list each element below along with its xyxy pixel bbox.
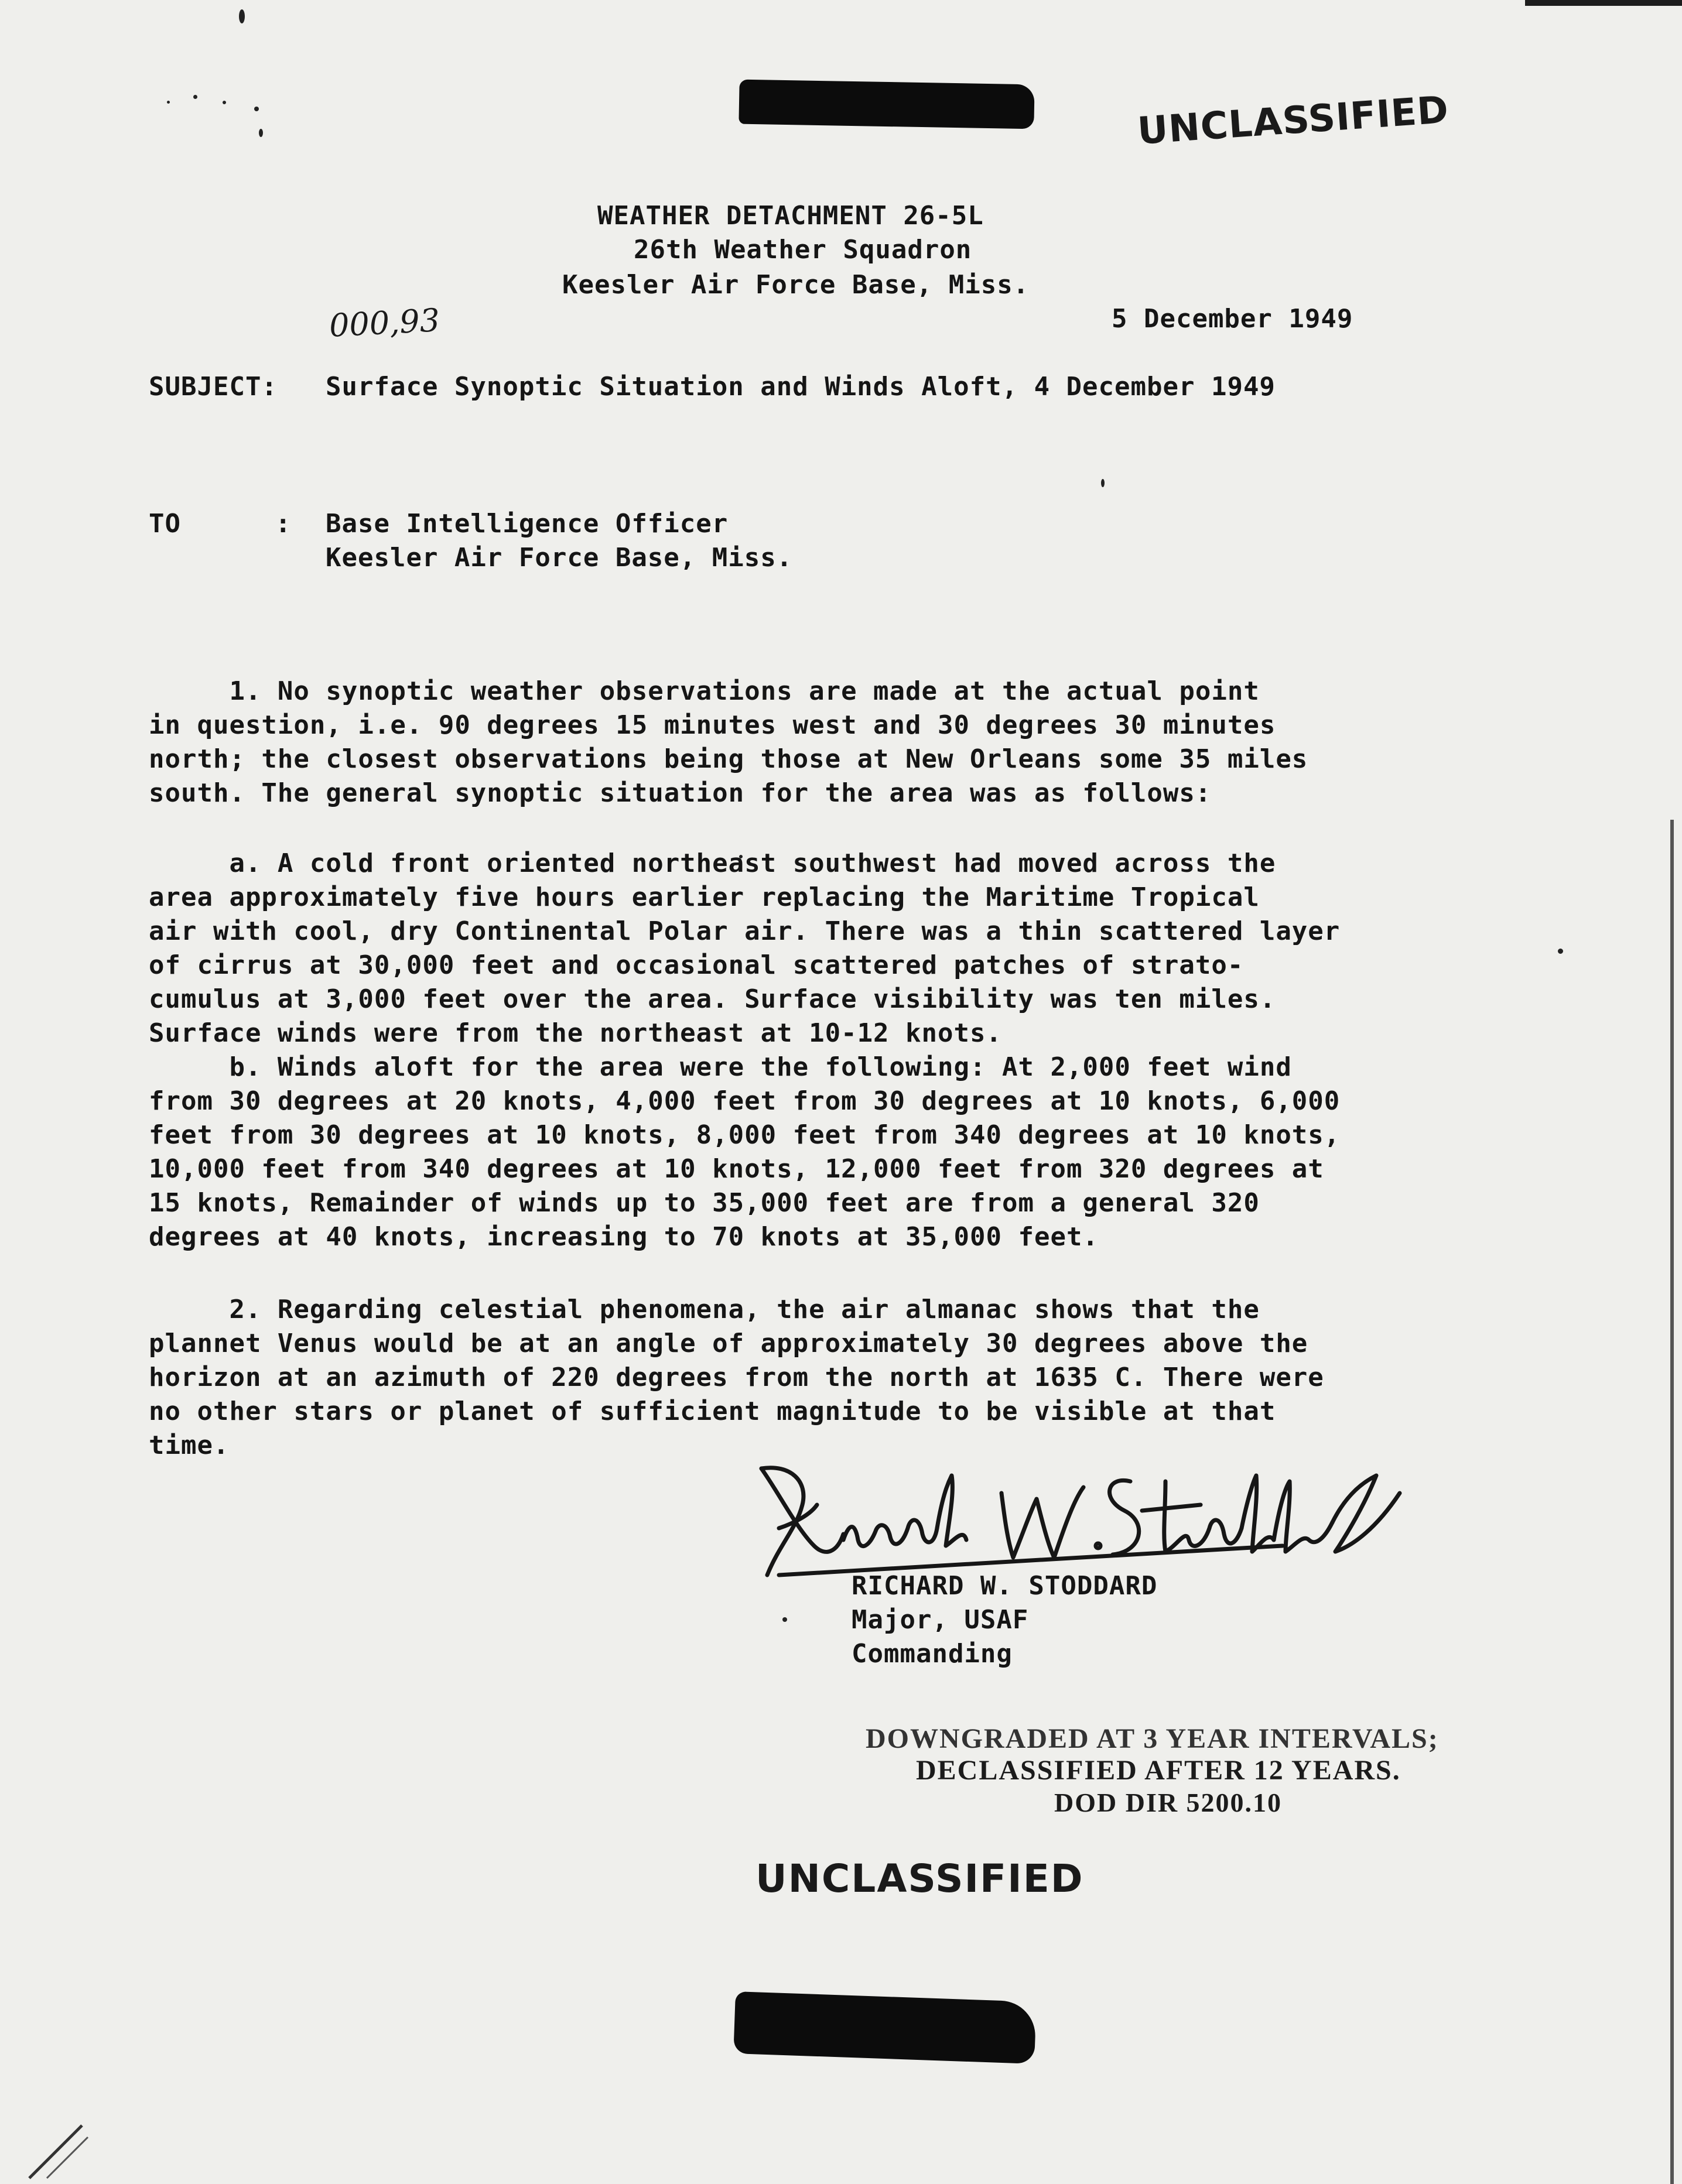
header-unit: WEATHER DETACHMENT 26-5L	[597, 201, 984, 231]
paragraph-line: degrees at 40 knots, increasing to 70 knots at 35,000 feet.	[149, 1222, 1099, 1252]
signature-rank: Major, USAF	[852, 1605, 1029, 1635]
paragraph-line: feet from 30 degrees at 10 knots, 8,000 feet from 340 degrees at 10 knots,	[149, 1120, 1341, 1150]
paragraph-line: b. Winds aloft for the area were the following: At 2,000 feet wind	[149, 1052, 1292, 1082]
paragraph-line: from 30 degrees at 20 knots, 4,000 feet from 30 degrees at 10 knots, 6,000	[149, 1086, 1341, 1116]
header-squadron: 26th Weather Squadron	[634, 235, 972, 265]
paragraph-line: of cirrus at 30,000 feet and occasional scattered patches of strato-	[149, 950, 1244, 980]
document-date: 5 December 1949	[1112, 304, 1353, 334]
paragraph-line: 2. Regarding celestial phenomena, the air almanac shows that the	[149, 1295, 1260, 1324]
downgrade-stamp-line-2: DECLASSIFIED AFTER 12 YEARS.	[916, 1755, 1401, 1786]
paragraph-line: south. The general synoptic situation for the area was as follows:	[149, 778, 1212, 808]
classification-stamp-bottom: UNCLASSIFIED	[755, 1856, 1084, 1901]
paragraph-line: 1. No synoptic weather observations are made at the actual point	[149, 676, 1260, 706]
paragraph-line: 10,000 feet from 340 degrees at 10 knots, 12,000 feet from 320 degrees at	[149, 1154, 1324, 1184]
margin-speck	[259, 129, 263, 137]
subject-text: Surface Synoptic Situation and Winds Aloft, 4 December 1949	[326, 372, 1276, 402]
margin-speck	[782, 1617, 787, 1622]
paragraph-line: air with cool, dry Continental Polar air. There was a thin scattered layer	[149, 916, 1341, 946]
signature-name: RICHARD W. STODDARD	[852, 1571, 1158, 1601]
downgrade-stamp-line-3: DOD DIR 5200.10	[1054, 1788, 1283, 1817]
paragraph-line: no other stars or planet of sufficient magnitude to be visible at that	[149, 1396, 1276, 1426]
to-separator: :	[275, 509, 292, 539]
paragraph-line: Surface winds were from the northeast at 10-12 knots.	[149, 1018, 1002, 1048]
paragraph-line: horizon at an azimuth of 220 degrees from the north at 1635 C. There were	[149, 1363, 1324, 1392]
paragraph-line: north; the closest observations being those at New Orleans some 35 miles	[149, 744, 1308, 774]
paragraph-line: area approximately five hours earlier replacing the Maritime Tropical	[149, 882, 1260, 912]
classification-stamp-top: UNCLASSIFIED	[1136, 88, 1451, 153]
page-edge	[1525, 0, 1682, 6]
margin-speck	[1558, 949, 1563, 954]
page-edge	[1670, 820, 1674, 2184]
corner-mark	[23, 2120, 94, 2184]
to-line-1: Base Intelligence Officer	[326, 509, 729, 539]
paragraph-line: 15 knots, Remainder of winds up to 35,000 feet are from a general 320	[149, 1188, 1260, 1218]
downgrade-stamp-line-1: DOWNGRADED AT 3 YEAR INTERVALS;	[866, 1723, 1439, 1754]
paragraph-line: cumulus at 3,000 feet over the area. Surface visibility was ten miles.	[149, 984, 1276, 1014]
signature-title: Commanding	[852, 1639, 1013, 1669]
bottom-redaction-bar	[733, 1991, 1036, 2064]
top-redaction-bar	[739, 80, 1034, 129]
margin-speck	[1101, 479, 1105, 487]
paragraph-line: time.	[149, 1430, 230, 1460]
margin-speck	[167, 101, 170, 104]
to-line-2: Keesler Air Force Base, Miss.	[326, 543, 793, 573]
header-base: Keesler Air Force Base, Miss.	[562, 270, 1030, 300]
file-number: 000,93	[328, 302, 441, 344]
margin-speck	[254, 107, 259, 111]
margin-speck	[223, 101, 226, 104]
subject-label: SUBJECT:	[149, 372, 278, 402]
paragraph-line: a. A cold front oriented northeast southwest had moved across the	[149, 848, 1276, 878]
paragraph-line: plannet Venus would be at an angle of approximately 30 degrees above the	[149, 1329, 1308, 1358]
to-label: TO	[149, 509, 181, 539]
margin-speck	[239, 9, 245, 23]
paragraph-line: in question, i.e. 90 degrees 15 minutes west and 30 degrees 30 minutes	[149, 710, 1276, 740]
margin-speck	[193, 95, 197, 99]
